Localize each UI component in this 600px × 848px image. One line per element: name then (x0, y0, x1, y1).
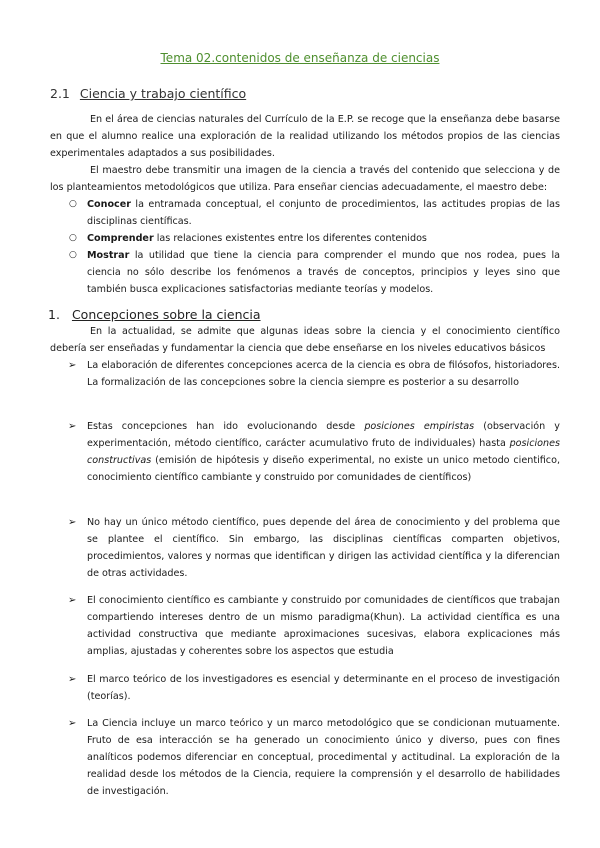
emphasis-term: posiciones constructivas (87, 438, 560, 466)
arrow-bullet-icon: ➢ (68, 360, 77, 371)
paragraph-curriculo: En el área de ciencias naturales del Currículo de la E.P. se recoge que la enseñanza debe basarse en que el alumno realice una exploración de la realidad utilizando los métodos propios de las ciencias experimentales adaptados a sus posibilidades. (50, 114, 560, 159)
arrow-item-filosofos (68, 357, 560, 391)
arrow-item-conocimiento (68, 592, 560, 660)
bullet-text: las relaciones existentes entre los diferentes contenidos (153, 233, 427, 244)
section-2-1-heading (50, 86, 246, 101)
arrow-item-text: (observación y experimentación, método científico, carácter acumulativo fruto de individuales) hasta (87, 421, 560, 449)
bullet-text: la entramada conceptual, el conjunto de procedimientos, las actitudes propias de las disciplinas científicas. (87, 199, 560, 227)
arrow-item-text: La elaboración de diferentes concepciones acerca de la ciencia es obra de filósofos, historiadores. La formalización de las concepciones sobre la ciencia siempre es posterior a su desarrollo (87, 360, 560, 388)
section-number: 1. (48, 307, 60, 322)
bullet-mostrar (69, 247, 560, 298)
bullet-conocer (69, 196, 560, 230)
bullet-circle-icon: ○ (69, 250, 77, 260)
section-number: 2.1 (50, 86, 70, 101)
arrow-item-metodo (68, 514, 560, 582)
arrow-item-evolucion (68, 418, 560, 486)
arrow-bullet-icon: ➢ (68, 517, 77, 528)
bullet-text: la utilidad que tiene la ciencia para comprender el mundo que nos rodea, pues la ciencia no sólo describe los fenómenos a través de conceptos, principios y leyes sino que también busca explicaciones satisfactorias mediante teorías y modelos. (87, 250, 560, 295)
section-title: Ciencia y trabajo científico (79, 86, 247, 101)
arrow-item-ciencia (68, 715, 560, 800)
arrow-item-text: (emisión de hipótesis y diseño experimental, no existe un unico metodo cientifico, conocimiento científico cambiante y construido por comunidades de científicos) (87, 455, 560, 483)
paragraph-maestro: El maestro debe transmitir una imagen de la ciencia a través del contenido que selecciona y de los planteamientos metodológicos que utiliza. Para enseñar ciencias adecuadamente, el maestro debe: (50, 165, 560, 193)
arrow-bullet-icon: ➢ (68, 421, 77, 432)
arrow-item-marco-teorico (68, 671, 560, 705)
bullet-keyword: Conocer (87, 199, 131, 210)
emphasis-term: posiciones empiristas (364, 421, 475, 432)
bullet-circle-icon: ○ (69, 233, 77, 243)
arrow-bullet-icon: ➢ (68, 718, 77, 729)
bullet-keyword: Mostrar (87, 250, 130, 261)
arrow-bullet-icon: ➢ (68, 674, 77, 685)
section-title: Concepciones sobre la ciencia (71, 307, 261, 322)
bullet-comprender (69, 230, 560, 247)
arrow-item-text: Estas concepciones han ido evolucionando desde (87, 421, 365, 432)
document-title: Tema 02.contenidos de enseñanza de ciencias (160, 51, 440, 65)
arrow-item-text: No hay un único método científico, pues depende del área de conocimiento y del problema que se plantee el científico. Sin embargo, las disciplinas científicas comparten objetivos, procedimientos, valores y normas que identifican y dirigen las actividad científica y la diferencian de otras actividades. (87, 517, 560, 579)
paragraph-actualidad: En la actualidad, se admite que algunas ideas sobre la ciencia y el conocimiento científico debería ser enseñadas y fundamentar la ciencia que debe enseñarse en los niveles educativos básicos (50, 326, 560, 354)
section-1-heading (48, 307, 261, 322)
arrow-item-text: El conocimiento científico es cambiante y construido por comunidades de científicos que trabajan compartiendo intereses dentro de un mismo paradigma(Khun). La actividad científica es una actividad constructiva que mediante aproximaciones sucesivas, elabora explicaciones más amplias, ajustadas y coherentes sobre los aspectos que estudia (87, 595, 560, 657)
bullet-circle-icon: ○ (69, 199, 77, 209)
bullet-keyword: Comprender (87, 233, 154, 244)
arrow-item-text: El marco teórico de los investigadores es esencial y determinante en el proceso de investigación (teorías). (87, 674, 560, 702)
arrow-item-text: La Ciencia incluye un marco teórico y un marco metodológico que se condicionan mutuamente. Fruto de esa interacción se ha generado un conocimiento único y diverso, pues con fines analíticos podemos diferenciar en conceptual, procedimental y actitudinal. La exploración de la realidad desde los métodos de la Ciencia, requiere la comprensión y el desarrollo de habilidades de investigación. (87, 718, 560, 797)
arrow-bullet-icon: ➢ (68, 595, 77, 606)
